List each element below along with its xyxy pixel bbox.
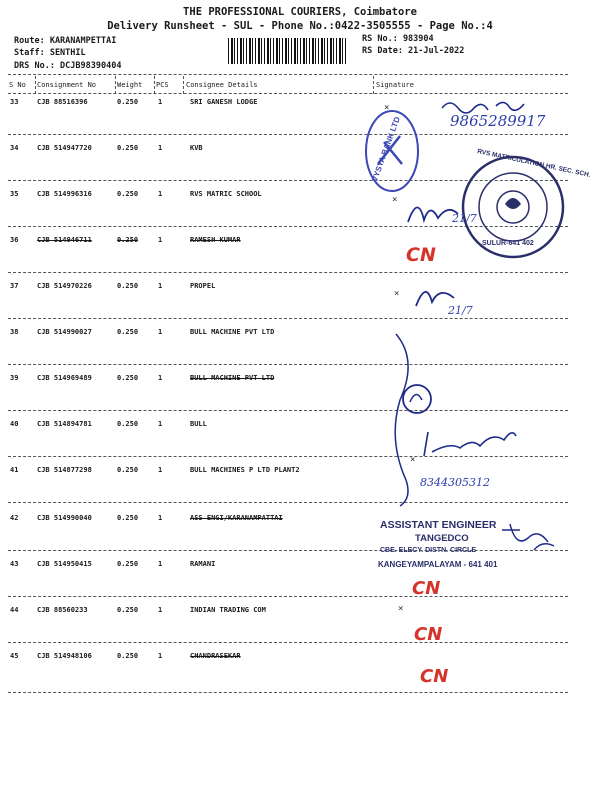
- barcode: [228, 38, 348, 64]
- row-pcs: 1: [158, 328, 163, 336]
- runsheet-subtitle: Delivery Runsheet - SUL - Phone No.:0422-3505555 - Page No.:4: [107, 20, 493, 32]
- row-pcs: 1: [158, 514, 163, 522]
- col-header-consignee: Consignee Details: [186, 81, 258, 89]
- row-weight: 0.250: [117, 236, 139, 244]
- header-bottom-rule: [8, 93, 568, 94]
- row-consignee: RAMANI: [190, 560, 216, 568]
- row-consignee: KVB: [190, 144, 203, 152]
- row-pcs: 1: [158, 560, 163, 568]
- tick-mark: ×: [384, 103, 390, 113]
- row-consignment: CJB 514894781: [37, 420, 92, 428]
- row-consignee: BULL MACHINE PVT LTD: [190, 374, 275, 382]
- signature-phone: 8344305312: [420, 476, 490, 489]
- signature-phone: 9865289917: [450, 112, 546, 130]
- col-header-sno: S No: [9, 81, 26, 89]
- row-divider: [8, 502, 568, 503]
- row-weight: 0.250: [117, 328, 139, 336]
- row-consignee: PROPEL: [190, 282, 216, 290]
- row-consignee: BULL: [190, 420, 207, 428]
- row-divider: [8, 550, 568, 551]
- table-row: [0, 606, 600, 652]
- row-sno: 43: [10, 560, 19, 568]
- row-consignment: CJB 514969489: [37, 374, 92, 382]
- table-row: [0, 560, 600, 606]
- row-divider: [8, 364, 568, 365]
- col-header-weight: Weight: [117, 81, 143, 89]
- table-row: [0, 282, 600, 328]
- row-consignment: CJB 514950415: [37, 560, 92, 568]
- route-label: Route: KARANAMPETTAI: [14, 36, 117, 46]
- row-consignee: RAMESH KUMAR: [190, 236, 241, 244]
- row-consignment: CJB 514948106: [37, 652, 92, 660]
- row-pcs: 1: [158, 606, 163, 614]
- row-consignee: ASS ENGI/KARANAMPATTAI: [190, 514, 283, 522]
- row-consignment: CJB 514996316: [37, 190, 92, 198]
- row-pcs: 1: [158, 652, 163, 660]
- row-pcs: 1: [158, 190, 163, 198]
- row-sno: 42: [10, 514, 19, 522]
- school-stamp-bottom-text: SULUR-641 402: [482, 240, 534, 247]
- cn-mark: CN: [414, 624, 443, 645]
- row-weight: 0.250: [117, 606, 139, 614]
- tick-mark: ×: [410, 455, 416, 465]
- row-consignment: CJB 88560233: [37, 606, 88, 614]
- row-weight: 0.250: [117, 652, 139, 660]
- row-sno: 36: [10, 236, 19, 244]
- signature-scribble: [420, 422, 520, 462]
- drs-number: DRS No.: DCJB98390404: [14, 61, 122, 71]
- col-divider: [154, 76, 155, 94]
- row-divider: [8, 596, 568, 597]
- row-consignee: RVS MATRIC SCHOOL: [190, 190, 262, 198]
- signature-date: 21/7: [452, 212, 477, 225]
- table-row: [0, 466, 600, 512]
- engineer-stamp-line3: CBE. ELECY. DISTN. CIRCLE: [380, 547, 477, 554]
- table-row: [0, 374, 600, 420]
- row-pcs: 1: [158, 236, 163, 244]
- row-weight: 0.250: [117, 420, 139, 428]
- row-weight: 0.250: [117, 144, 139, 152]
- row-consignee: INDIAN TRADING COM: [190, 606, 266, 614]
- row-weight: 0.250: [117, 190, 139, 198]
- engineer-stamp-line2: TANGEDCO: [415, 533, 469, 544]
- col-divider: [35, 76, 36, 94]
- col-divider: [115, 76, 116, 94]
- row-consignment: CJB 88516396: [37, 98, 88, 106]
- row-consignment: CJB 514877298: [37, 466, 92, 474]
- row-weight: 0.250: [117, 282, 139, 290]
- col-header-pcs: PCS: [156, 81, 169, 89]
- row-pcs: 1: [158, 98, 163, 106]
- engineer-stamp-line1: ASSISTANT ENGINEER: [380, 519, 497, 531]
- row-weight: 0.250: [117, 374, 139, 382]
- row-consignee: SRI GANESH LODGE: [190, 98, 258, 106]
- tick-mark: ×: [392, 195, 398, 205]
- row-consignee: BULL MACHINES P LTD PLANT2: [190, 466, 300, 474]
- runsheet-title: THE PROFESSIONAL COURIERS, Coimbatore: [183, 6, 417, 18]
- row-consignee: CHANDRASEKAR: [190, 652, 241, 660]
- row-divider: [8, 692, 568, 693]
- row-consignee: BULL MACHINE PVT LTD: [190, 328, 275, 336]
- row-consignment: CJB 514970226: [37, 282, 92, 290]
- row-sno: 33: [10, 98, 19, 106]
- row-weight: 0.250: [117, 466, 139, 474]
- row-divider: [8, 642, 568, 643]
- col-header-consignment: Consignment No: [37, 81, 97, 89]
- row-sno: 39: [10, 374, 19, 382]
- col-divider: [183, 76, 184, 94]
- row-sno: 38: [10, 328, 19, 336]
- col-header-signature: Signature: [376, 81, 414, 89]
- row-divider: [8, 134, 568, 135]
- rs-date: RS Date: 21-Jul-2022: [362, 46, 465, 56]
- row-weight: 0.250: [117, 514, 139, 522]
- cn-mark: CN: [412, 578, 441, 599]
- tick-mark: ×: [394, 289, 400, 299]
- row-sno: 40: [10, 420, 19, 428]
- row-pcs: 1: [158, 144, 163, 152]
- bank-stamp-text: VYSYA BANK LTD: [370, 115, 402, 184]
- row-divider: [8, 318, 568, 319]
- row-consignment: CJB 514990040: [37, 514, 92, 522]
- row-divider: [8, 410, 568, 411]
- row-sno: 37: [10, 282, 19, 290]
- signature-scribble: [498, 520, 558, 556]
- col-divider: [373, 76, 374, 94]
- signature-date: 21/7: [448, 304, 473, 317]
- engineer-stamp-line4: KANGEYAMPALAYAM - 641 401: [378, 560, 498, 569]
- tick-mark: ×: [398, 604, 404, 614]
- staff-label: Staff: SENTHIL: [14, 48, 86, 58]
- row-consignment: CJB 514947720: [37, 144, 92, 152]
- row-sno: 45: [10, 652, 19, 660]
- row-sno: 41: [10, 466, 19, 474]
- school-stamp-arc-text: RVS MATRICULATION HR. SEC. SCH.: [476, 148, 592, 179]
- cn-mark: CN: [420, 666, 449, 687]
- row-divider: [8, 272, 568, 273]
- row-sno: 44: [10, 606, 19, 614]
- row-weight: 0.250: [117, 560, 139, 568]
- row-consignment: CJB 514946711: [37, 236, 92, 244]
- cn-mark: CN: [406, 244, 436, 266]
- row-consignment: CJB 514990027: [37, 328, 92, 336]
- rs-number: RS No.: 983904: [362, 34, 434, 44]
- table-row: [0, 328, 600, 374]
- row-sno: 34: [10, 144, 19, 152]
- header-top-rule: [8, 74, 568, 75]
- row-pcs: 1: [158, 374, 163, 382]
- row-pcs: 1: [158, 282, 163, 290]
- row-pcs: 1: [158, 420, 163, 428]
- row-weight: 0.250: [117, 98, 139, 106]
- signature-circle: [400, 382, 434, 416]
- row-sno: 35: [10, 190, 19, 198]
- row-pcs: 1: [158, 466, 163, 474]
